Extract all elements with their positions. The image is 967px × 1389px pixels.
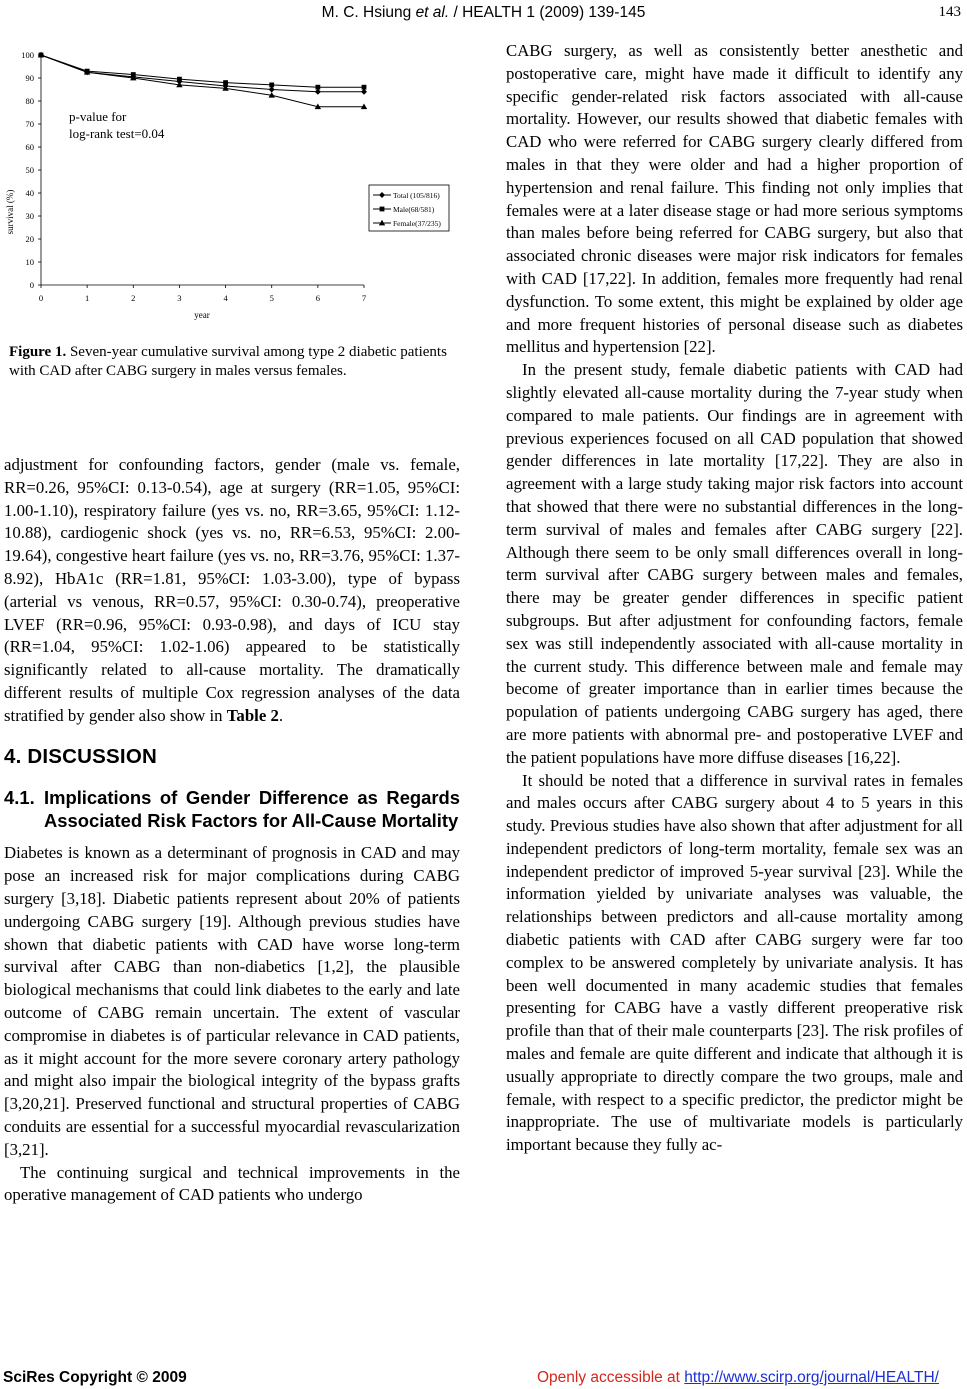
running-header [0,3,967,23]
x-tick-label: 3 [177,293,182,303]
left-paragraph-1: adjustment for confounding factors, gender (male vs. female, RR=0.26, 95%CI: 0.13-0.54), age at surgery (RR=1.05, 95%CI: 1.00-1.10), respiratory failure (yes vs. no, RR=3.65, 95%CI: 1.12-10.88), cardiogenic shock (yes vs. no, RR=6.53, 95%CI: 2.00-19.64), congestive heart failure (yes vs. no, RR=3.76, 95%CI: 1.37-8.92), HbA1c (RR=1.81, 95%CI: 1.03-3.00), type of bypass (arterial vs venous, RR=0.57, 95%CI: 0.30-0.74), preoperative LVEF (RR=0.96, 95%CI: 0.93-0.98), and days of ICU stay (RR=1.04, 95%CI: 1.02-1.06) appeared to be statistically significantly related to all-cause mortality. The dramatically different results of multiple Cox regression analyses of the data stratified by gender also show in Table 2. [4,455,460,725]
data-point [315,85,320,90]
data-point [177,77,182,82]
x-tick-label: 2 [131,293,136,303]
table-2-ref: Table 2 [226,705,279,725]
page-number: 143 [938,4,961,20]
data-point [269,83,274,88]
figure-caption [9,343,449,381]
x-tick-label: 6 [315,293,320,303]
y-ticks [21,50,41,290]
x-ticks [39,285,366,303]
y-tick-label: 70 [25,119,34,129]
section-heading-discussion: 4. DISCUSSION [4,744,157,768]
right-column [506,40,963,1157]
x-tick-label: 5 [269,293,274,303]
chart-legend [369,185,449,231]
x-tick-label: 1 [85,293,90,303]
x-tick-label: 4 [223,293,228,303]
data-point [223,80,228,85]
y-tick-label: 90 [25,73,34,83]
figure-caption-label: Figure 1. [9,344,67,360]
copyright-footer: SciRes Copyright © 2009 [3,1369,187,1386]
running-title: M. C. Hsiung et al. / HEALTH 1 (2009) 139-145 [321,4,646,21]
data-point [315,89,321,95]
y-tick-label: 60 [25,142,34,152]
annotation-pvalue-line1: p-value for [69,109,127,124]
left-paragraph-3: The continuing surgical and technical improvements in the operative management of CAD patients who undergo [4,1162,460,1205]
x-tick-label: 7 [361,293,367,303]
series-lines [38,52,367,109]
left-paragraph-2: Diabetes is known as a determinant of prognosis in CAD and may pose an increased risk for major complications during CABG surgery [3,18]. Diabetic patients represent about 20% of patients undergoing CABG surgery [19]. Although previous studies have shown that diabetic patients with CAD have worse long-term survival after CABG than non-diabetics [1,2], the plausible biological mechanisms that could link diabetes to the early and late outcome of CABG remain uncertain. The extent of vascular compromise in diabetes is of particular relevance in CAD patients, as it might account for the more severe coronary artery pathology and might also impair the biological integrity of the bypass grafts [3,20,21]. Preserved functional and structural properties of CABG conduits are essential for a successful myocardial revascularization [3,21]. [4,843,460,1159]
figure-caption-text: Seven-year cumulative survival among type 2 diabetic patients with CAD after CABG surgery in males versus females. [9,344,447,379]
y-tick-label: 20 [25,234,34,244]
y-tick-label: 10 [25,257,34,267]
right-paragraph-2: In the present study, female diabetic patients with CAD had slightly elevated all-cause mortality during the 7-year study when compared to male patients. Our findings are in agreement with previous experiences focused on all CAD population that showed gender differences in late mortality [17,22]. They are also in agreement with a large study taking major risk factors into account that showed that there were no substantial differences in the long-term survival of males and females after CABG surgery [22]. Although there seem to be only small differences overall in long-term survival after CABG surgery between males and females, there may be greater gender differences in specific patient subgroups. But after adjustment for confounding factors, female sex was still independently associated with all-cause mortality in the current study. This difference between male and female may become of greater importance than in earlier times because the population of patients undergoing CABG surgery has aged, there are more patients with abnormal pre- and postoperative LVEF and the patient populations have more diffuse diseases [16,22]. [506,360,963,767]
data-point [362,85,367,90]
legend-entry: Female(37/235) [393,219,441,228]
left-column [4,454,460,1207]
survival-chart [0,40,470,330]
legend-entry: Male(68/581) [393,205,435,214]
y-tick-label: 100 [21,50,34,60]
subsection-heading: 4.1. Implications of Gender Difference as Regards Associated Risk Factors for All-Cause Mortality [4,787,460,832]
data-point [269,87,275,93]
right-paragraph-3: It should be noted that a difference in survival rates in females and males occurs after CABG surgery about 4 to 5 years in this study. Previous studies have also shown that after adjustment for all independent predictors of long-term mortality, female sex was an independent predictor of improved 5-year survival [23]. While the information yielded by univariate analyses was valuable, the relationships between predictors and all-cause mortality among diabetic patients with CAD after CABG surgery were far too complex to be answered completely by univariate analysis. It has been well documented in many academic studies that females presenting for CABG have a vastly different preoperative risk profile than that of their male counterparts [23]. The risk profiles of males and female are quite different and indicate that although it is usually appropriate to directly compare the two groups, male and female, with respect to a specific predictor, the predictor might be inappropriate. The use of multivariate models is particularly important because they fully ac- [506,770,963,1155]
right-paragraph-1: CABG surgery, as well as consistently better anesthetic and postoperative care, might have made it difficult to identify any specific gender-related risk factors associated with all-cause mortality. However, our results showed that diabetic females with CAD who were referred for CABG surgery clearly differed from males in that they were older and had a higher proportion of hypertension and renal failure. This finding not only implies that females were at a later disease stage or had more serious symptoms than males before being referred for CABG surgery, but also that associated chronic diseases were major risk indicators for females with CAD [17,22]. In addition, females more frequently had renal dysfunction. To some extent, this might be explained by older age and more frequent histories of personal disease such as diabetes mellitus and hypertension [22]. [506,41,963,357]
x-axis-label: year [194,310,210,320]
access-footer: Openly accessible at http://www.scirp.org/journal/HEALTH/ [536,1369,939,1386]
y-tick-label: 0 [29,280,34,290]
legend-entry: Total (105/816) [393,191,440,200]
y-tick-label: 30 [25,211,34,221]
x-tick-label: 0 [38,293,44,303]
data-point [361,89,367,95]
legend-marker [380,207,385,212]
y-tick-label: 40 [25,188,34,198]
y-tick-label: 80 [25,96,34,106]
y-tick-label: 50 [25,165,34,175]
annotation-pvalue-line2: log-rank test=0.04 [69,126,165,141]
journal-link[interactable]: http://www.scirp.org/journal/HEALTH/ [684,1369,939,1386]
y-axis-label: survival (%) [5,189,15,235]
